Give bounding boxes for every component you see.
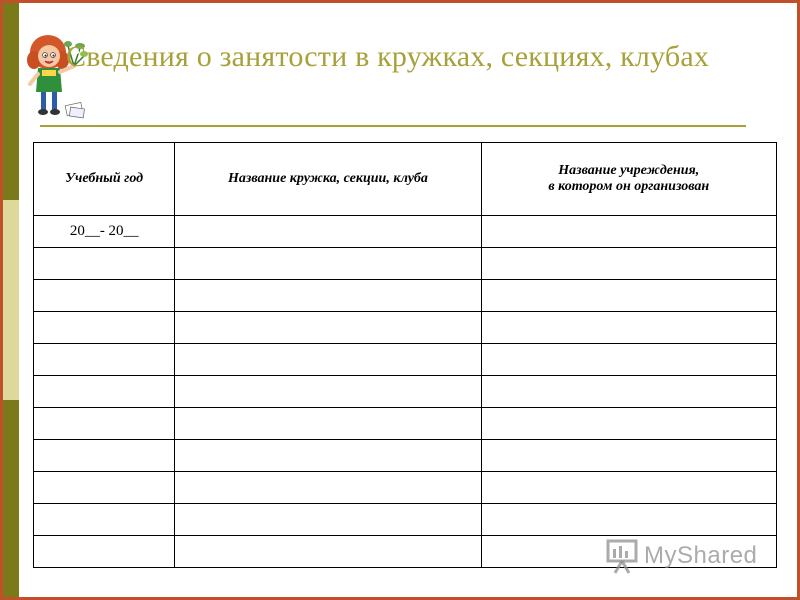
cell-club[interactable] [175, 216, 481, 248]
cell-year[interactable] [34, 344, 175, 376]
cell-institution[interactable] [481, 408, 776, 440]
myshared-watermark [606, 536, 757, 576]
cell-institution[interactable] [481, 248, 776, 280]
table-row [34, 440, 777, 472]
title-underline [40, 125, 746, 127]
cell-club[interactable] [175, 344, 481, 376]
cell-institution[interactable] [481, 376, 776, 408]
watermark-text: MyShared [644, 542, 758, 569]
table-row [34, 248, 777, 280]
cell-institution[interactable] [481, 280, 776, 312]
table-row [34, 504, 777, 536]
cell-year[interactable] [34, 280, 175, 312]
table-row [34, 472, 777, 504]
cell-year[interactable] [34, 408, 175, 440]
cell-institution[interactable] [481, 472, 776, 504]
cell-year[interactable]: 20__- 20__ [34, 216, 175, 248]
table-body [34, 216, 777, 568]
cell-year[interactable] [34, 504, 175, 536]
cell-institution[interactable] [481, 312, 776, 344]
cell-institution[interactable] [481, 440, 776, 472]
cell-club[interactable] [175, 376, 481, 408]
cell-club[interactable] [175, 440, 481, 472]
cell-club[interactable] [175, 504, 481, 536]
table-header-row [34, 143, 777, 216]
activities-table [33, 142, 777, 568]
cell-year[interactable] [34, 440, 175, 472]
table-row [34, 280, 777, 312]
page-title: Сведения о занятости в кружках, секциях, клубах [66, 40, 710, 73]
left-bar-middle [3, 200, 19, 400]
left-bar-top [3, 3, 19, 200]
header-academic-year [34, 143, 175, 216]
cell-club[interactable] [175, 408, 481, 440]
table-row [34, 376, 777, 408]
presentation-board-icon [606, 537, 638, 575]
table-row [34, 408, 777, 440]
table-row [34, 216, 777, 248]
header-club-name-label: Название кружка, секции, клуба [228, 171, 428, 186]
cell-year[interactable] [34, 376, 175, 408]
header-institution-name [481, 143, 776, 216]
cell-club[interactable] [175, 312, 481, 344]
cell-club[interactable] [175, 248, 481, 280]
cell-club[interactable] [175, 472, 481, 504]
cell-institution[interactable] [481, 216, 776, 248]
cell-club[interactable] [175, 536, 481, 568]
cell-year[interactable] [34, 312, 175, 344]
cell-year[interactable] [34, 248, 175, 280]
cell-club[interactable] [175, 280, 481, 312]
table-row [34, 344, 777, 376]
cell-year[interactable] [34, 472, 175, 504]
header-academic-year-label: Учебный год [65, 171, 144, 186]
cell-institution[interactable] [481, 504, 776, 536]
header-club-name [175, 143, 481, 216]
header-institution-name-label: Название учреждения, в котором он организован [548, 163, 710, 194]
left-bar-bottom [3, 400, 19, 597]
cell-institution[interactable] [481, 344, 776, 376]
cell-year[interactable] [34, 536, 175, 568]
table-row [34, 312, 777, 344]
